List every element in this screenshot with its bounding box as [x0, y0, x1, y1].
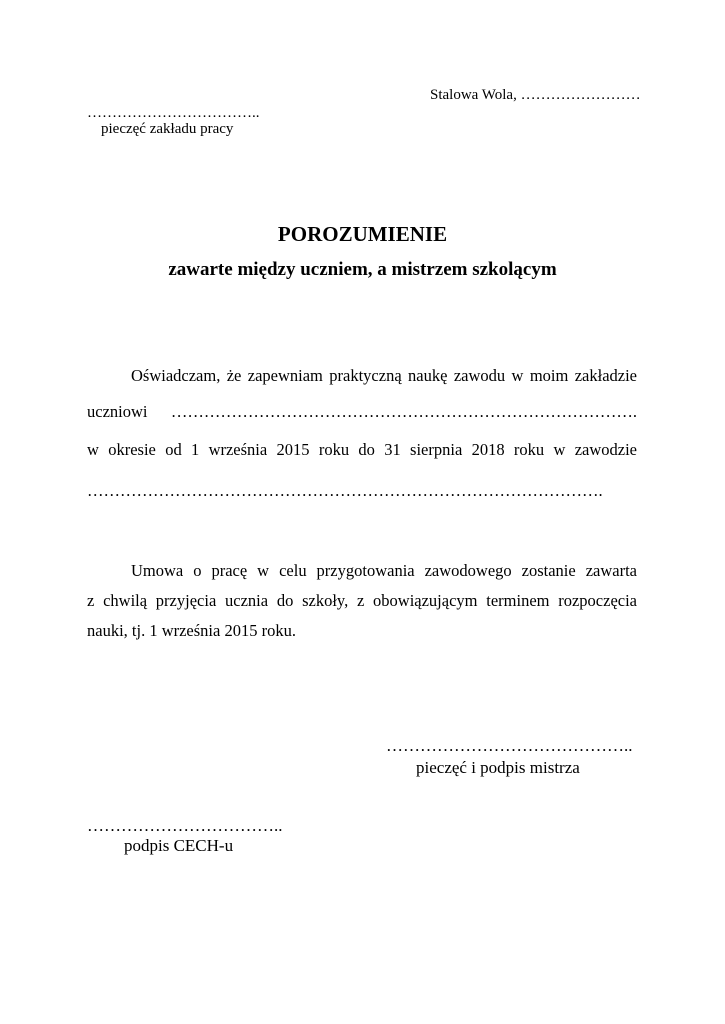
place-date-line: Stalowa Wola, ……………………: [430, 87, 641, 103]
declaration-line-3: w okresie od 1 września 2015 roku do 31 sierpnia 2018 roku w zawodzie: [87, 440, 637, 459]
guild-signature-label: podpis CECH-u: [124, 836, 234, 855]
company-stamp-dots: ……………………………..: [87, 105, 260, 121]
document-subtitle: zawarte między uczniem, a mistrzem szkolącym: [168, 259, 557, 280]
declaration-line-2: uczniowi ………………………………………………………………………….: [87, 402, 637, 421]
master-signature-label: pieczęć i podpis mistrza: [416, 758, 580, 777]
company-stamp-label: pieczęć zakładu pracy: [101, 121, 234, 137]
agreement-line-3: nauki, tj. 1 września 2015 roku.: [87, 621, 296, 640]
agreement-line-2: z chwilą przyjęcia ucznia do szkoły, z obowiązującym terminem rozpoczęcia: [87, 591, 637, 610]
guild-signature-dots: ……………………………..: [87, 816, 283, 835]
document-title: POROZUMIENIE: [277, 222, 448, 246]
agreement-line-1: Umowa o pracę w celu przygotowania zawodowego zostanie zawarta: [131, 561, 637, 580]
master-signature-dots: ……………………………………..: [386, 736, 633, 755]
declaration-line-4: ………………………………………………………………………………….: [87, 481, 603, 500]
declaration-line-1: Oświadczam, że zapewniam praktyczną naukę zawodu w moim zakładzie: [131, 366, 637, 385]
